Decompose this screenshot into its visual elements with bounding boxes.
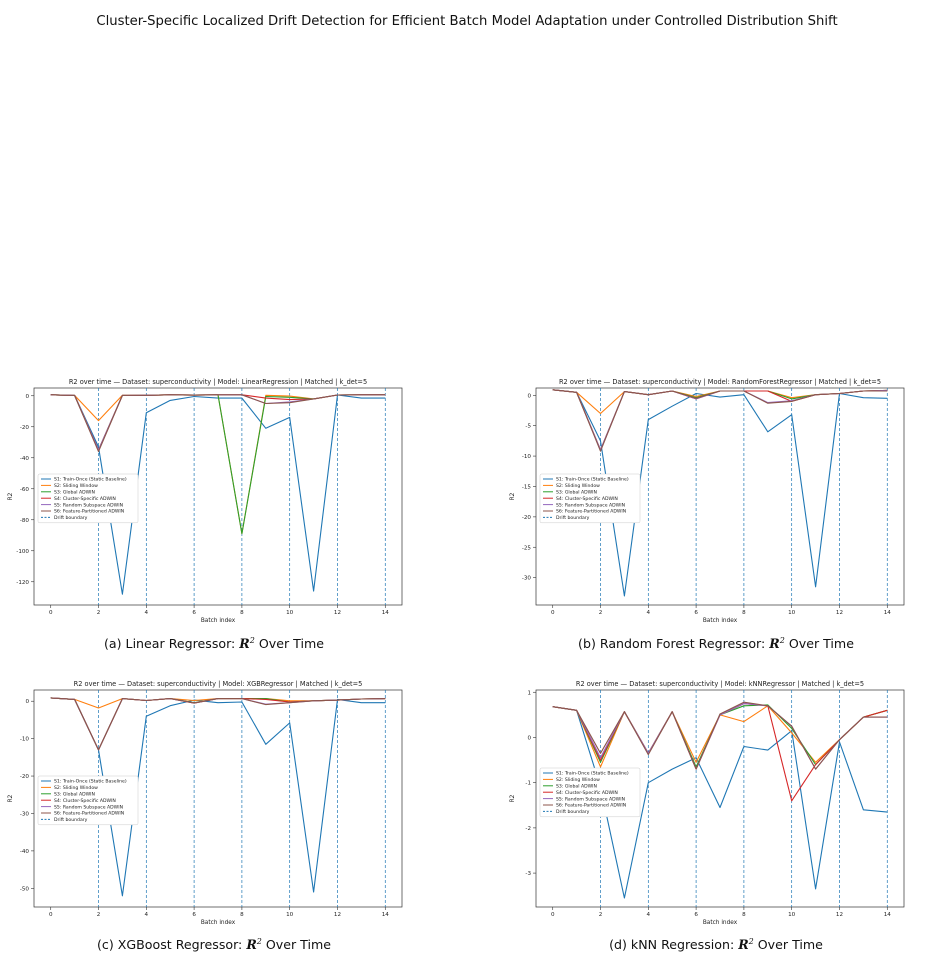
legend-label: S4: Cluster-Specific ADWIN	[556, 496, 618, 502]
y-tick-label: -15	[521, 484, 531, 491]
caption-a	[4, 636, 424, 651]
series-line-s4	[51, 395, 386, 450]
caption-d-suffix: Over Time	[753, 937, 823, 953]
x-tick-label: 10	[286, 610, 294, 616]
x-tick-label: 2	[598, 610, 603, 616]
figure-d-knn-regression	[506, 678, 926, 926]
x-tick-label: 10	[788, 610, 796, 616]
series-line-s5	[51, 698, 386, 750]
y-axis-label: R2	[510, 492, 516, 501]
y-tick-label: -30	[521, 575, 531, 582]
y-tick-label: -60	[19, 486, 29, 493]
caption-c-prefix: (c) XGBoost Regressor:	[97, 937, 247, 953]
series-line-s3	[553, 390, 888, 450]
caption-c-r2: $R^2$	[246, 937, 262, 953]
x-tick-label: 6	[192, 912, 196, 918]
caption-b-prefix: (b) Random Forest Regressor:	[578, 636, 770, 652]
x-tick-label: 2	[96, 912, 101, 918]
y-axis-label: R2	[510, 794, 516, 803]
x-tick-label: 0	[48, 610, 53, 616]
x-tick-label: 12	[835, 912, 844, 918]
caption-a-r2: $R^2$	[239, 636, 255, 652]
caption-d-prefix: (d) kNN Regression:	[609, 937, 739, 953]
y-tick-label: -10	[19, 736, 29, 743]
y-tick-label: -20	[19, 774, 29, 781]
y-tick-label: -100	[16, 548, 29, 555]
legend-label: S1: Train-Once (Static Baseline)	[556, 477, 629, 483]
legend-label: S6: Feature-Partitioned ADWIN	[54, 811, 125, 817]
y-tick-label: -80	[19, 517, 29, 524]
series-line-s6	[553, 390, 888, 451]
y-axis-label: R2	[8, 794, 14, 803]
legend-label: S3: Global ADWIN	[556, 784, 597, 790]
y-tick-label: -20	[19, 424, 29, 431]
y-tick-label: 0	[25, 393, 29, 400]
caption-a-suffix: Over Time	[254, 636, 324, 652]
y-tick-label: -5	[525, 423, 531, 430]
y-tick-label: 0	[527, 735, 531, 742]
legend-label: S4: Cluster-Specific ADWIN	[54, 798, 116, 804]
caption-b-suffix: Over Time	[784, 636, 854, 652]
x-tick-label: 6	[694, 610, 698, 616]
x-tick-label: 8	[240, 610, 244, 616]
legend-label: S4: Cluster-Specific ADWIN	[54, 496, 116, 502]
series-line-s6	[51, 698, 386, 750]
y-tick-label: -50	[19, 886, 29, 893]
series-line-s4	[553, 390, 888, 450]
x-axis-label: Batch index	[200, 618, 236, 624]
legend-label: S2: Sliding Window	[54, 786, 98, 792]
x-tick-label: 6	[694, 912, 698, 918]
legend-label: S5: Random Subspace ADWIN	[54, 503, 124, 509]
caption-c	[4, 937, 424, 952]
x-tick-label: 4	[646, 912, 651, 918]
caption-b-r2: $R^2$	[769, 636, 785, 652]
legend-label: S6: Feature-Partitioned ADWIN	[556, 509, 627, 515]
series-line-s4	[51, 698, 386, 750]
x-axis-label: Batch index	[200, 920, 236, 926]
legend-label: S5: Random Subspace ADWIN	[556, 503, 626, 509]
chart-title: R2 over time — Dataset: superconductivity | Model: kNNRegressor | Matched | k_det=5	[575, 680, 865, 688]
x-tick-label: 8	[742, 912, 746, 918]
x-tick-label: 0	[550, 912, 555, 918]
caption-b	[506, 636, 926, 651]
y-tick-label: -40	[19, 848, 29, 855]
legend-label: S1: Train-Once (Static Baseline)	[54, 477, 127, 483]
legend-label: Drift boundary	[556, 516, 590, 522]
x-tick-label: 4	[646, 610, 651, 616]
x-tick-label: 8	[240, 912, 244, 918]
series-line-s5	[553, 390, 888, 450]
x-tick-label: 10	[286, 912, 294, 918]
legend-label: S4: Cluster-Specific ADWIN	[556, 790, 618, 796]
figure-c-xgboost-regressor	[4, 678, 424, 926]
caption-d-r2: $R^2$	[738, 937, 754, 953]
caption-a-prefix: (a) Linear Regressor:	[104, 636, 240, 652]
x-tick-label: 14	[381, 610, 389, 616]
legend-label: S6: Feature-Partitioned ADWIN	[54, 509, 125, 515]
y-tick-label: -2	[525, 825, 531, 832]
y-tick-label: 0	[25, 699, 29, 706]
legend-label: S1: Train-Once (Static Baseline)	[54, 779, 127, 785]
legend-label: S2: Sliding Window	[54, 484, 98, 490]
x-tick-label: 0	[48, 912, 53, 918]
legend-label: S3: Global ADWIN	[556, 490, 597, 496]
y-tick-label: -30	[19, 811, 29, 818]
x-axis-label: Batch index	[702, 920, 738, 926]
legend-label: S2: Sliding Window	[556, 778, 600, 784]
x-tick-label: 4	[144, 912, 149, 918]
figure-b-random-forest-regressor	[506, 376, 926, 624]
y-tick-label: 1	[527, 690, 531, 697]
legend-label: S3: Global ADWIN	[54, 490, 95, 496]
x-tick-label: 6	[192, 610, 196, 616]
x-tick-label: 2	[96, 610, 101, 616]
figure-a-linear-regressor	[4, 376, 424, 624]
x-tick-label: 8	[742, 610, 746, 616]
caption-c-suffix: Over Time	[261, 937, 331, 953]
series-line-s3	[51, 698, 386, 750]
y-tick-label: -120	[16, 579, 29, 586]
legend-label: S2: Sliding Window	[556, 484, 600, 490]
x-tick-label: 12	[333, 912, 342, 918]
x-axis-label: Batch index	[702, 618, 738, 624]
legend-label: S1: Train-Once (Static Baseline)	[556, 771, 629, 777]
page-title: Cluster-Specific Localized Drift Detection for Efficient Batch Model Adaptation under Controlled Distribution Shift	[96, 14, 838, 29]
caption-d	[506, 937, 926, 952]
x-tick-label: 10	[788, 912, 796, 918]
legend-label: S5: Random Subspace ADWIN	[556, 797, 626, 803]
y-tick-label: 0	[527, 393, 531, 400]
x-tick-label: 14	[883, 912, 891, 918]
y-tick-label: -20	[521, 514, 531, 521]
x-tick-label: 0	[550, 610, 555, 616]
y-tick-label: -10	[521, 454, 531, 461]
x-tick-label: 4	[144, 610, 149, 616]
series-line-s5	[51, 395, 386, 450]
x-tick-label: 2	[598, 912, 603, 918]
series-line-s6	[51, 395, 386, 452]
x-tick-label: 12	[835, 610, 844, 616]
x-tick-label: 14	[883, 610, 891, 616]
chart-title: R2 over time — Dataset: superconductivity | Model: XGBRegressor | Matched | k_det=5	[73, 680, 363, 688]
chart-title: R2 over time — Dataset: superconductivity | Model: LinearRegression | Matched | k_det=5	[68, 378, 368, 386]
chart-title: R2 over time — Dataset: superconductivity | Model: RandomForestRegressor | Matched | k_det=5	[558, 378, 882, 386]
legend-label: S3: Global ADWIN	[54, 792, 95, 798]
y-tick-label: -40	[19, 455, 29, 462]
legend-label: S5: Random Subspace ADWIN	[54, 805, 124, 811]
legend-label: Drift boundary	[54, 818, 88, 824]
y-tick-label: -25	[521, 545, 531, 552]
x-tick-label: 12	[333, 610, 342, 616]
y-tick-label: -3	[525, 871, 531, 878]
y-tick-label: -1	[525, 780, 531, 787]
y-axis-label: R2	[8, 492, 14, 501]
x-tick-label: 14	[381, 912, 389, 918]
legend-label: Drift boundary	[54, 516, 88, 522]
legend-label: S6: Feature-Partitioned ADWIN	[556, 803, 627, 809]
legend-label: Drift boundary	[556, 810, 590, 816]
